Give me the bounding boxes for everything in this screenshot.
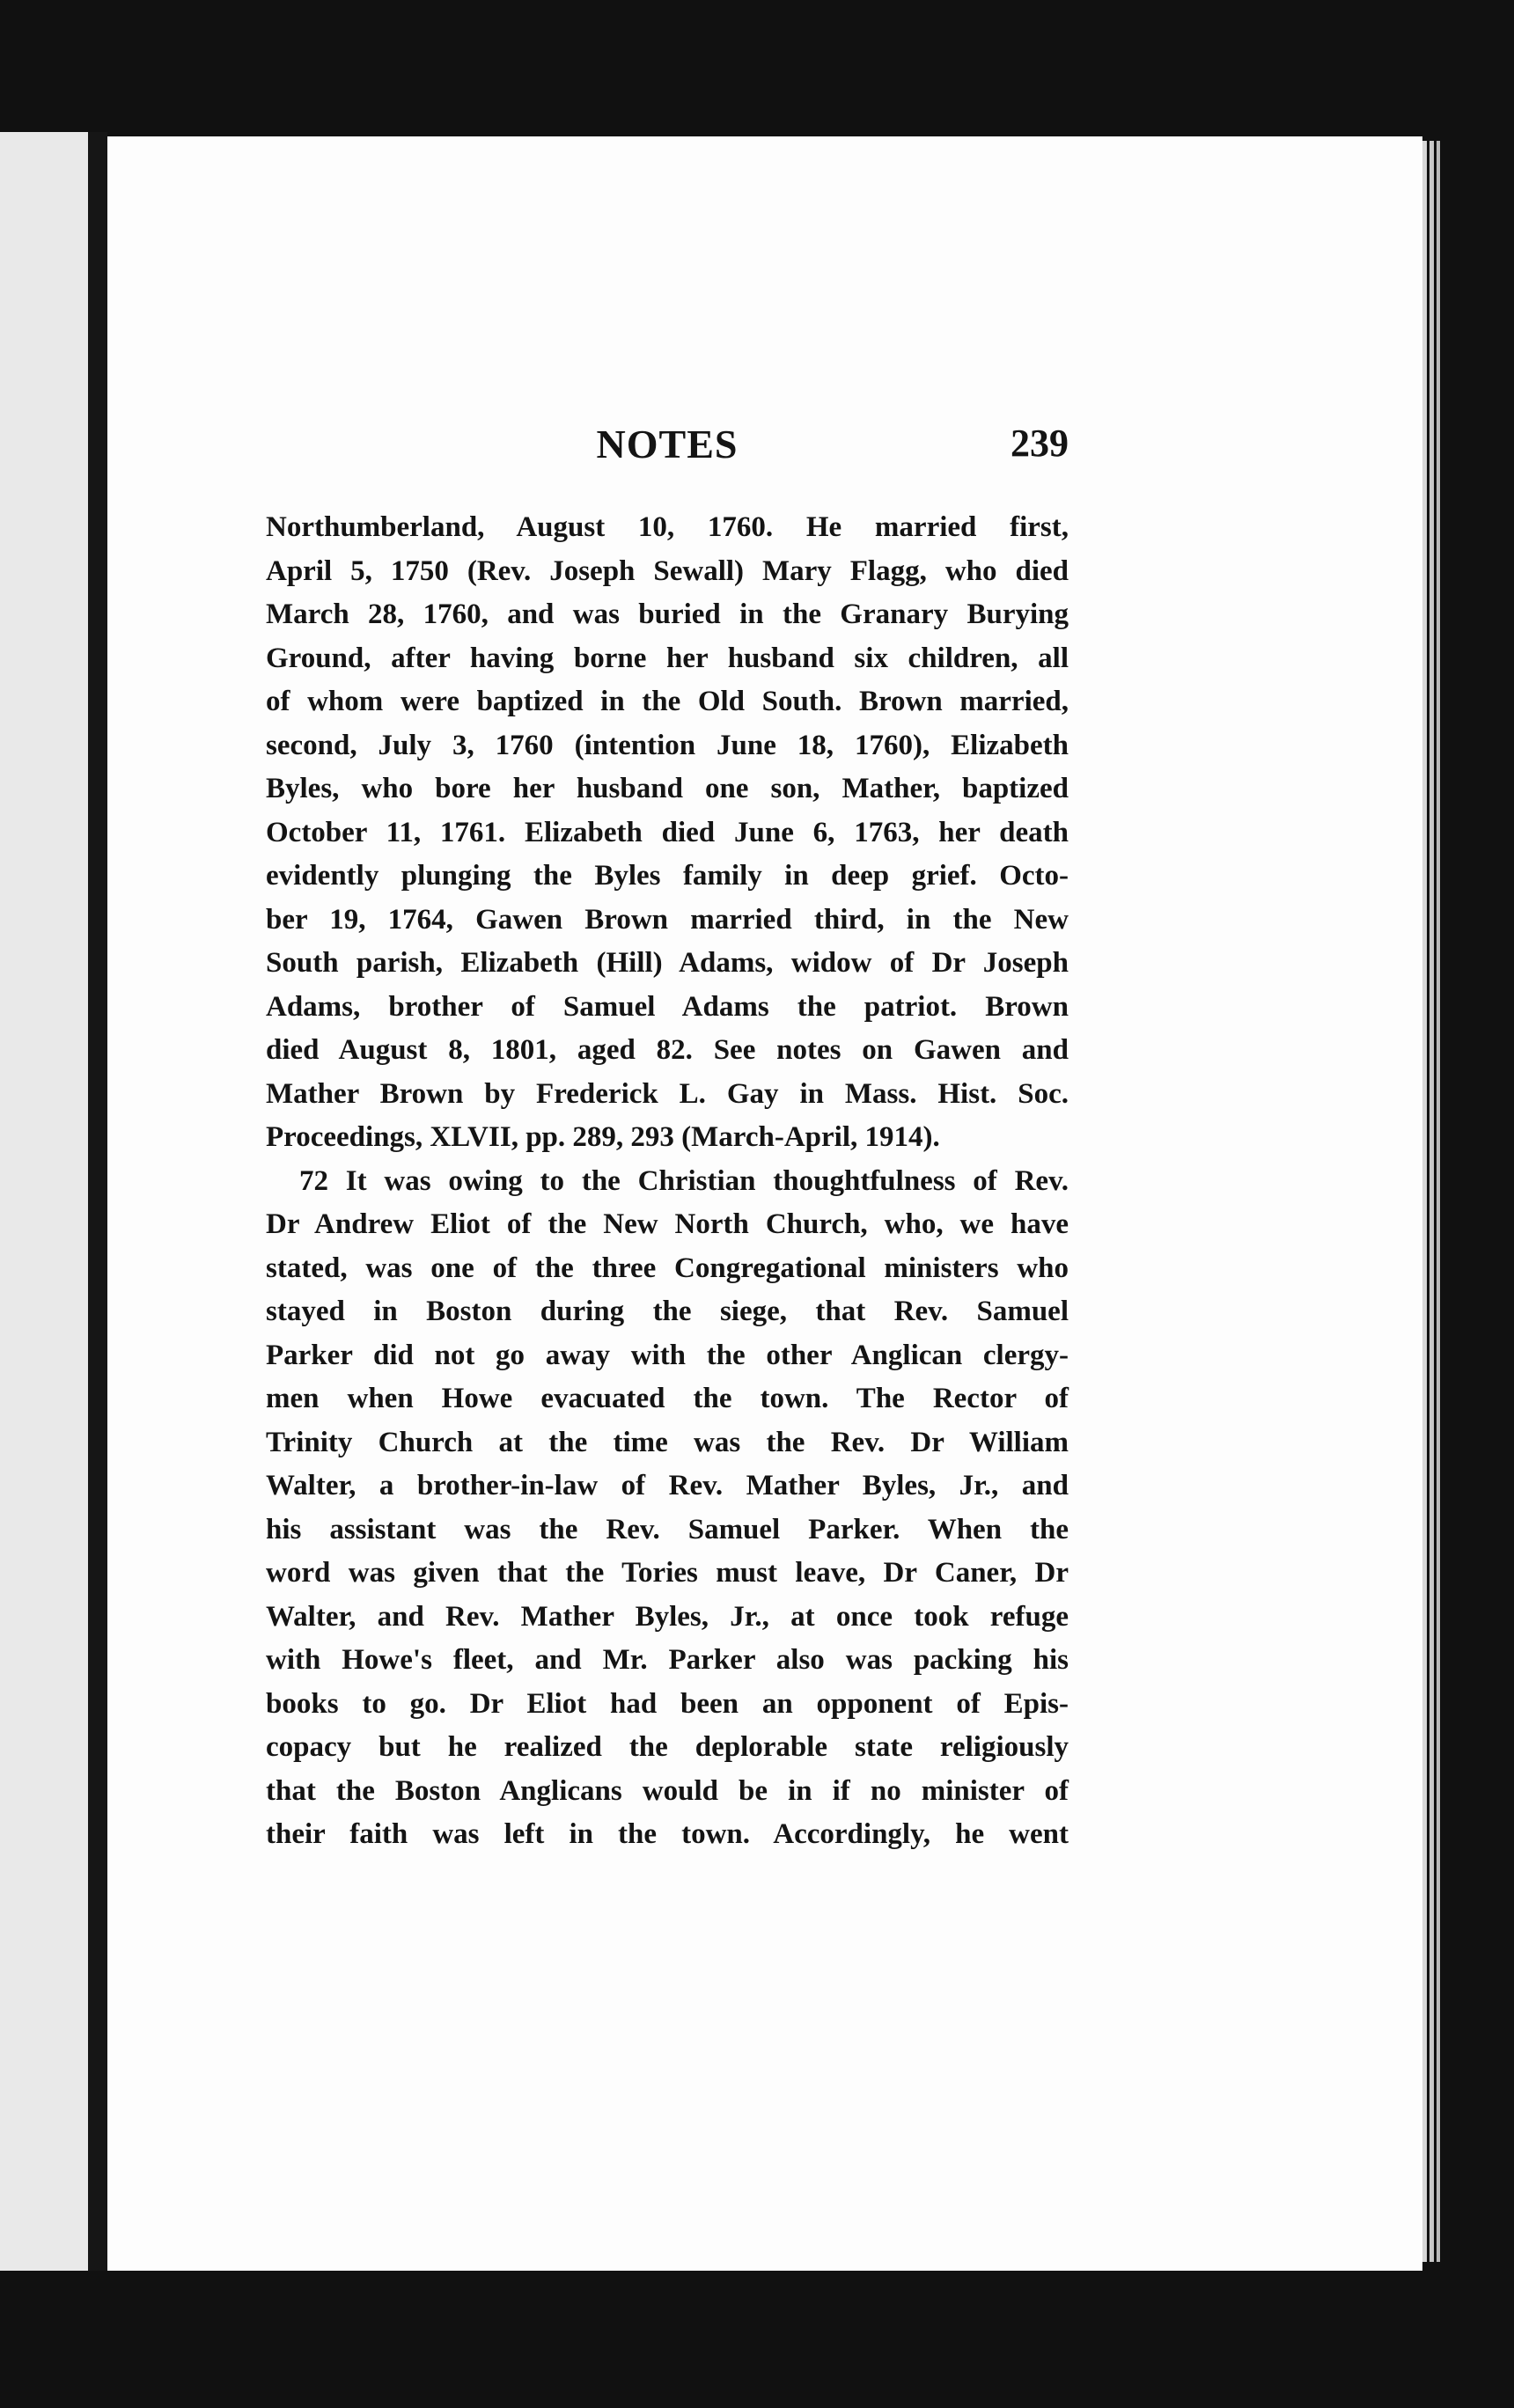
paragraph-note-71-continued [266,506,1069,1160]
text-line: March 28, 1760, and was buried in the Granary Burying [266,598,1069,630]
text-line: his assistant was the Rev. Samuel Parker. When the [266,1513,1069,1545]
text-line: word was given that the Tories must leave, Dr Caner, Dr [266,1557,1069,1589]
text-line: Proceedings, XLVII, pp. 289, 293 (March-April, 1914). [266,1121,940,1153]
book-gutter [88,132,107,2271]
text-line: died August 8, 1801, aged 82. See notes on Gawen and [266,1034,1069,1066]
text-line: Adams, brother of Samuel Adams the patriot. Brown [266,990,1069,1023]
text-line: Walter, and Rev. Mather Byles, Jr., at once took refuge [266,1600,1069,1633]
page-stack-edge [1429,141,1434,2262]
text-line: 72 It was owing to the Christian thoughtfulness of Rev. [299,1164,1069,1197]
text-line: books to go. Dr Eliot had been an opponent of Epis- [266,1687,1069,1720]
text-line: copacy but he realized the deplorable state religiously [266,1731,1069,1763]
text-line: their faith was left in the town. Accordingly, he went [266,1818,1069,1850]
text-line: April 5, 1750 (Rev. Joseph Sewall) Mary Flagg, who died [266,554,1069,587]
page-stack-edge [1422,141,1427,2262]
text-line: Parker did not go away with the other Anglican clergy- [266,1339,1069,1371]
text-line: that the Boston Anglicans would be in if no minister of [266,1774,1069,1807]
text-line: ber 19, 1764, Gawen Brown married third, in the New [266,903,1069,936]
text-line: evidently plunging the Byles family in deep grief. Octo- [266,860,1069,892]
running-head [266,421,1069,482]
notes-body [266,506,1069,1857]
text-line: stated, was one of the three Congregational ministers who [266,1252,1069,1284]
text-line: Dr Andrew Eliot of the New North Church, who, we have [266,1208,1069,1240]
text-line: October 11, 1761. Elizabeth died June 6, 1763, her death [266,816,1069,848]
text-line: stayed in Boston during the siege, that Rev. Samuel [266,1296,1069,1327]
page-stack-edge [1437,141,1440,2262]
text-line: Mather Brown by Frederick L. Gay in Mass. Hist. Soc. [266,1077,1069,1110]
text-line: Ground, after having borne her husband six children, all [266,642,1069,674]
text-line: Walter, a brother-in-law of Rev. Mather Byles, Jr., and [266,1470,1069,1501]
text-line: men when Howe evacuated the town. The Rector of [266,1383,1069,1414]
text-line: Trinity Church at the time was the Rev. Dr William [266,1426,1069,1458]
text-line: South parish, Elizabeth (Hill) Adams, widow of Dr Joseph [266,947,1069,979]
previous-page-edge [0,132,88,2271]
text-line: of whom were baptized in the Old South. Brown married, [266,686,1069,717]
paragraph-note-72 [266,1160,1069,1857]
running-head-title: NOTES [596,422,739,466]
text-line: Byles, who bore her husband one son, Mather, baptized [266,773,1069,804]
text-line: second, July 3, 1760 (intention June 18, 1760), Elizabeth [266,729,1069,761]
text-line: with Howe's fleet, and Mr. Parker also was packing his [266,1644,1069,1676]
text-line: Northumberland, August 10, 1760. He married first, [266,511,1069,543]
page-number: 239 [1011,422,1069,465]
